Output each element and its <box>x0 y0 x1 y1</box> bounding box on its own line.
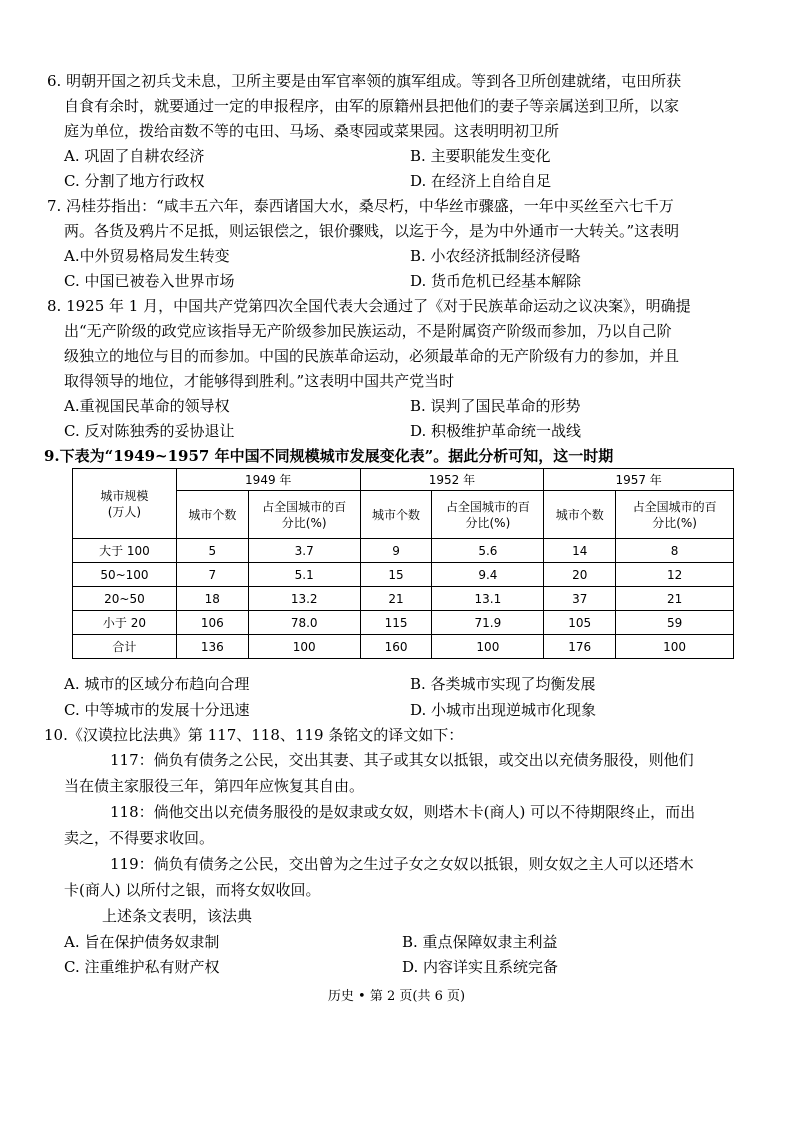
q8-option-c[interactable]: C. 反对陈独秀的妥协退让 <box>64 422 235 440</box>
percent-header-1949 <box>248 491 360 539</box>
table-cell: 21 <box>616 587 734 611</box>
q9-stem: 9.下表为“1949~1957 年中国不同规模城市发展变化表”。据此分析可知，这一时期 <box>44 447 614 465</box>
q10-lead: 上述条文表明，该法典 <box>102 907 253 925</box>
percent-header-line-1: 占全国城市的百 <box>445 499 530 514</box>
q10-article-119-line-1: 119：倘负有债务之公民，交出曾为之生过子女之女奴以抵银，则女奴之主人可以还塔木 <box>110 855 694 873</box>
q7-option-b[interactable]: B. 小农经济抵制经济侵略 <box>410 247 581 265</box>
q9-option-c[interactable]: C. 中等城市的发展十分迅速 <box>64 701 250 719</box>
q6-option-c[interactable]: C. 分割了地方行政权 <box>64 172 205 190</box>
q7-option-a[interactable]: A.中外贸易格局发生转变 <box>64 247 230 265</box>
table-cell: 71.9 <box>432 611 544 635</box>
q7-option-d[interactable]: D. 货币危机已经基本解除 <box>410 272 582 290</box>
q8-stem-line-4: 取得领导的地位，才能够得到胜利。”这表明中国共产党当时 <box>64 372 455 390</box>
count-header-1957: 城市个数 <box>544 491 616 539</box>
table-cell: 7 <box>176 563 248 587</box>
q7-stem-line-1: 7. 冯桂芬指出：“咸丰五六年，泰西诸国大水，桑尽朽，中华丝市骤盛，一年中买丝至六七千万 <box>47 197 674 215</box>
q10-option-a[interactable]: A. 旨在保护债务奴隶制 <box>64 933 220 951</box>
table-cell: 20~50 <box>73 587 177 611</box>
table-cell: 115 <box>360 611 432 635</box>
q7-option-c[interactable]: C. 中国已被卷入世界市场 <box>64 272 235 290</box>
table-cell: 105 <box>544 611 616 635</box>
table-cell: 160 <box>360 635 432 659</box>
table-cell: 20 <box>544 563 616 587</box>
q9-option-d[interactable]: D. 小城市出现逆城市化现象 <box>410 701 597 719</box>
q10-option-b[interactable]: B. 重点保障奴隶主利益 <box>402 933 558 951</box>
q7-stem-line-2: 两。各货及鸦片不足抵，则运银偿之，银价骤贱，以迄于今，是为中外通市一大转关。”这表明 <box>64 222 680 240</box>
table-cell: 100 <box>616 635 734 659</box>
table-cell: 9.4 <box>432 563 544 587</box>
percent-header-line-1: 占全国城市的百 <box>262 499 347 514</box>
table-cell: 78.0 <box>248 611 360 635</box>
percent-header-1957 <box>616 491 734 539</box>
table-cell: 100 <box>432 635 544 659</box>
q8-stem-line-2: 出“无产阶级的政党应该指导无产阶级参加民族运动，不是附属资产阶级而参加，乃以自己阶 <box>64 322 672 340</box>
q8-stem-line-3: 级独立的地位与目的而参加。中国的民族革命运动，必须最革命的无产阶级有力的参加，并且 <box>64 347 680 365</box>
corner-header-line-1: 城市规模 <box>100 488 149 503</box>
table-cell: 5.1 <box>248 563 360 587</box>
table-cell: 15 <box>360 563 432 587</box>
q6-option-a[interactable]: A. 巩固了自耕农经济 <box>64 147 205 165</box>
q6-option-d[interactable]: D. 在经济上自给自足 <box>410 172 552 190</box>
table-cell: 5.6 <box>432 539 544 563</box>
q6-stem-line-2: 自食有余时，就要通过一定的申报程序，由军的原籍州县把他们的妻子等亲属送到卫所，以家 <box>64 97 680 115</box>
year-header-1949: 1949 年 <box>176 469 360 491</box>
table-cell: 12 <box>616 563 734 587</box>
q8-option-a[interactable]: A.重视国民革命的领导权 <box>64 397 230 415</box>
percent-header-line-2: 分比(%) <box>281 515 327 530</box>
q10-article-119-line-2: 卡(商人) 以所付之银，而将女奴收回。 <box>64 881 321 899</box>
q9-option-a[interactable]: A. 城市的区域分布趋向合理 <box>64 675 250 693</box>
table-row <box>73 587 734 611</box>
table-cell: 合计 <box>73 635 177 659</box>
q8-stem-line-1: 8. 1925 年 1 月，中国共产党第四次全国代表大会通过了《对于民族革命运动之议决案》，明确提 <box>47 297 691 315</box>
table-row <box>73 539 734 563</box>
percent-header-line-2: 分比(%) <box>652 515 697 530</box>
table-cell: 大于 100 <box>73 539 177 563</box>
q10-article-117-line-1: 117：倘负有债务之公民，交出其妻、其子或其女以抵银，或交出以充债务服役，则他们 <box>110 751 694 769</box>
table-cell: 13.2 <box>248 587 360 611</box>
corner-header-cell <box>73 469 177 539</box>
table-cell: 106 <box>176 611 248 635</box>
q6-stem-line-3: 庭为单位，拨给亩数不等的屯田、马场、桑枣园或菜果园。这表明明初卫所 <box>64 122 560 140</box>
table-cell: 9 <box>360 539 432 563</box>
table-cell: 100 <box>248 635 360 659</box>
table-cell: 3.7 <box>248 539 360 563</box>
table-cell: 136 <box>176 635 248 659</box>
q10-option-c[interactable]: C. 注重维护私有财产权 <box>64 958 220 976</box>
page-footer: 历史 • 第 2 页(共 6 页) <box>327 989 466 1004</box>
year-header-1957: 1957 年 <box>544 469 734 491</box>
percent-header-line-2: 分比(%) <box>465 515 511 530</box>
count-header-1949: 城市个数 <box>176 491 248 539</box>
corner-header-line-2: (万人) <box>107 504 142 519</box>
q6-stem-line-1: 6. 明朝开国之初兵戈未息，卫所主要是由军官率领的旗军组成。等到各卫所创建就绪，屯田所获 <box>47 72 682 90</box>
table-cell: 176 <box>544 635 616 659</box>
q10-article-118-line-2: 卖之，不得要求收回。 <box>64 829 215 847</box>
q6-option-b[interactable]: B. 主要职能发生变化 <box>410 147 551 165</box>
table-row-total <box>73 635 734 659</box>
table-row <box>73 563 734 587</box>
percent-header-line-1: 占全国城市的百 <box>632 499 717 514</box>
table-row <box>73 611 734 635</box>
year-header-1952: 1952 年 <box>360 469 544 491</box>
q10-stem: 10.《汉谟拉比法典》第 117、118、119 条铭文的译文如下： <box>44 726 464 744</box>
table-cell: 37 <box>544 587 616 611</box>
city-scale-table <box>72 468 734 659</box>
q9-option-b[interactable]: B. 各类城市实现了均衡发展 <box>410 675 596 693</box>
q8-option-b[interactable]: B. 误判了国民革命的形势 <box>410 397 581 415</box>
q10-article-118-line-1: 118：倘他交出以充债务服役的是奴隶或女奴，则塔木卡(商人) 可以不待期限终止，而出 <box>110 803 696 821</box>
table-cell: 13.1 <box>432 587 544 611</box>
table-header-row-1 <box>73 469 734 491</box>
table-cell: 21 <box>360 587 432 611</box>
count-header-1952: 城市个数 <box>360 491 432 539</box>
table-cell: 5 <box>176 539 248 563</box>
table-cell: 小于 20 <box>73 611 177 635</box>
q8-option-d[interactable]: D. 积极维护革命统一战线 <box>410 422 582 440</box>
table-cell: 8 <box>616 539 734 563</box>
table-cell: 18 <box>176 587 248 611</box>
table-cell: 14 <box>544 539 616 563</box>
q10-article-117-line-2: 当在债主家服役三年，第四年应恢复其自由。 <box>64 777 365 795</box>
q10-option-d[interactable]: D. 内容详实且系统完备 <box>402 958 559 976</box>
table-cell: 59 <box>616 611 734 635</box>
percent-header-1952 <box>432 491 544 539</box>
table-cell: 50~100 <box>73 563 177 587</box>
